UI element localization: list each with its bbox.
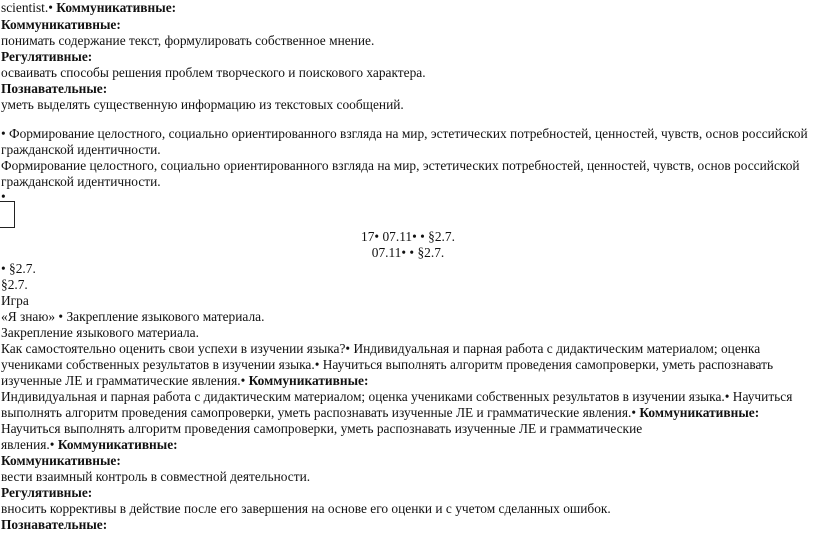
text-line: гражданской идентичности. bbox=[1, 174, 161, 189]
heading-regulative: Регулятивные: bbox=[1, 485, 93, 500]
heading-communicative: Коммуникативные: bbox=[57, 437, 178, 452]
heading-communicative: Коммуникативные: bbox=[1, 453, 121, 468]
text-fragment: выполнять алгоритм проведения самопроверки, уметь распознавать изученные ЛЕ и грамматические явления.• bbox=[1, 405, 640, 420]
bullet-icon: • bbox=[48, 0, 53, 15]
text-line: вести взаимный контроль в совместной деятельности. bbox=[1, 469, 311, 484]
heading-regulative: Регулятивные: bbox=[1, 49, 93, 64]
heading-communicative: Коммуникативные: bbox=[639, 405, 760, 420]
text-line: §2.7. bbox=[1, 277, 28, 292]
text-line bbox=[1, 405, 759, 421]
text-line: Закрепление языкового материала. bbox=[1, 325, 199, 340]
text-line: «Я знаю» • Закрепление языкового материала. bbox=[1, 309, 265, 324]
text-line: • Формирование целостного, социально ориентированного взгляда на мир, эстетических потребностей, ценностей, чувств, основ российской bbox=[1, 126, 808, 141]
text-line: гражданской идентичности. bbox=[1, 142, 161, 157]
text-line: Как самостоятельно оценить свои успехи в изучении языка?• Индивидуальная и парная работа с дидактическим материалом; оценка bbox=[1, 341, 761, 356]
text-line: осваивать способы решения проблем творческого и поискового характера. bbox=[1, 65, 426, 80]
text-line: • §2.7. bbox=[1, 261, 36, 276]
heading-communicative: Коммуникативные: bbox=[248, 373, 369, 388]
heading-cognitive: Познавательные: bbox=[1, 517, 108, 532]
lesson-date-line: 17• 07.11• • §2.7. bbox=[361, 229, 455, 244]
heading-communicative: Коммуникативные: bbox=[52, 0, 177, 15]
text-line bbox=[1, 437, 178, 453]
heading-cognitive: Познавательные: bbox=[1, 81, 108, 96]
lesson-date-line: 07.11• • §2.7. bbox=[371, 245, 445, 260]
text-line: Научиться выполнять алгоритм проведения самопроверки, уметь распознавать изученные ЛЕ и грамматические bbox=[1, 421, 643, 436]
text-line: учениками собственных результатов в изучении языка.• Научиться выполнять алгоритм проведения самопроверки, уметь распознавать bbox=[1, 357, 774, 372]
empty-cell-box bbox=[0, 201, 15, 228]
text-line: вносить коррективы в действие после его завершения на основе его оценки и с учетом сделанных ошибок. bbox=[1, 501, 611, 516]
bullet-icon: • bbox=[1, 189, 6, 204]
text-line bbox=[1, 0, 176, 16]
heading-communicative: Коммуникативные: bbox=[1, 17, 121, 32]
text-fragment: scientist. bbox=[1, 0, 49, 15]
text-line: Индивидуальная и парная работа с дидактическим материалом; оценка учениками собственных результатов в изучении языка.• Научиться bbox=[1, 389, 793, 404]
text-line: понимать содержание текст, формулировать собственное мнение. bbox=[1, 33, 375, 48]
text-line: Игра bbox=[1, 293, 29, 308]
text-line: Формирование целостного, социально ориентированного взгляда на мир, эстетических потребностей, ценностей, чувств, основ российской bbox=[1, 158, 800, 173]
text-fragment: явления.• bbox=[1, 437, 58, 452]
text-line: уметь выделять существенную информацию из текстовых сообщений. bbox=[1, 97, 404, 112]
text-line bbox=[1, 373, 368, 389]
text-fragment: изученные ЛЕ и грамматические явления.• bbox=[1, 373, 249, 388]
